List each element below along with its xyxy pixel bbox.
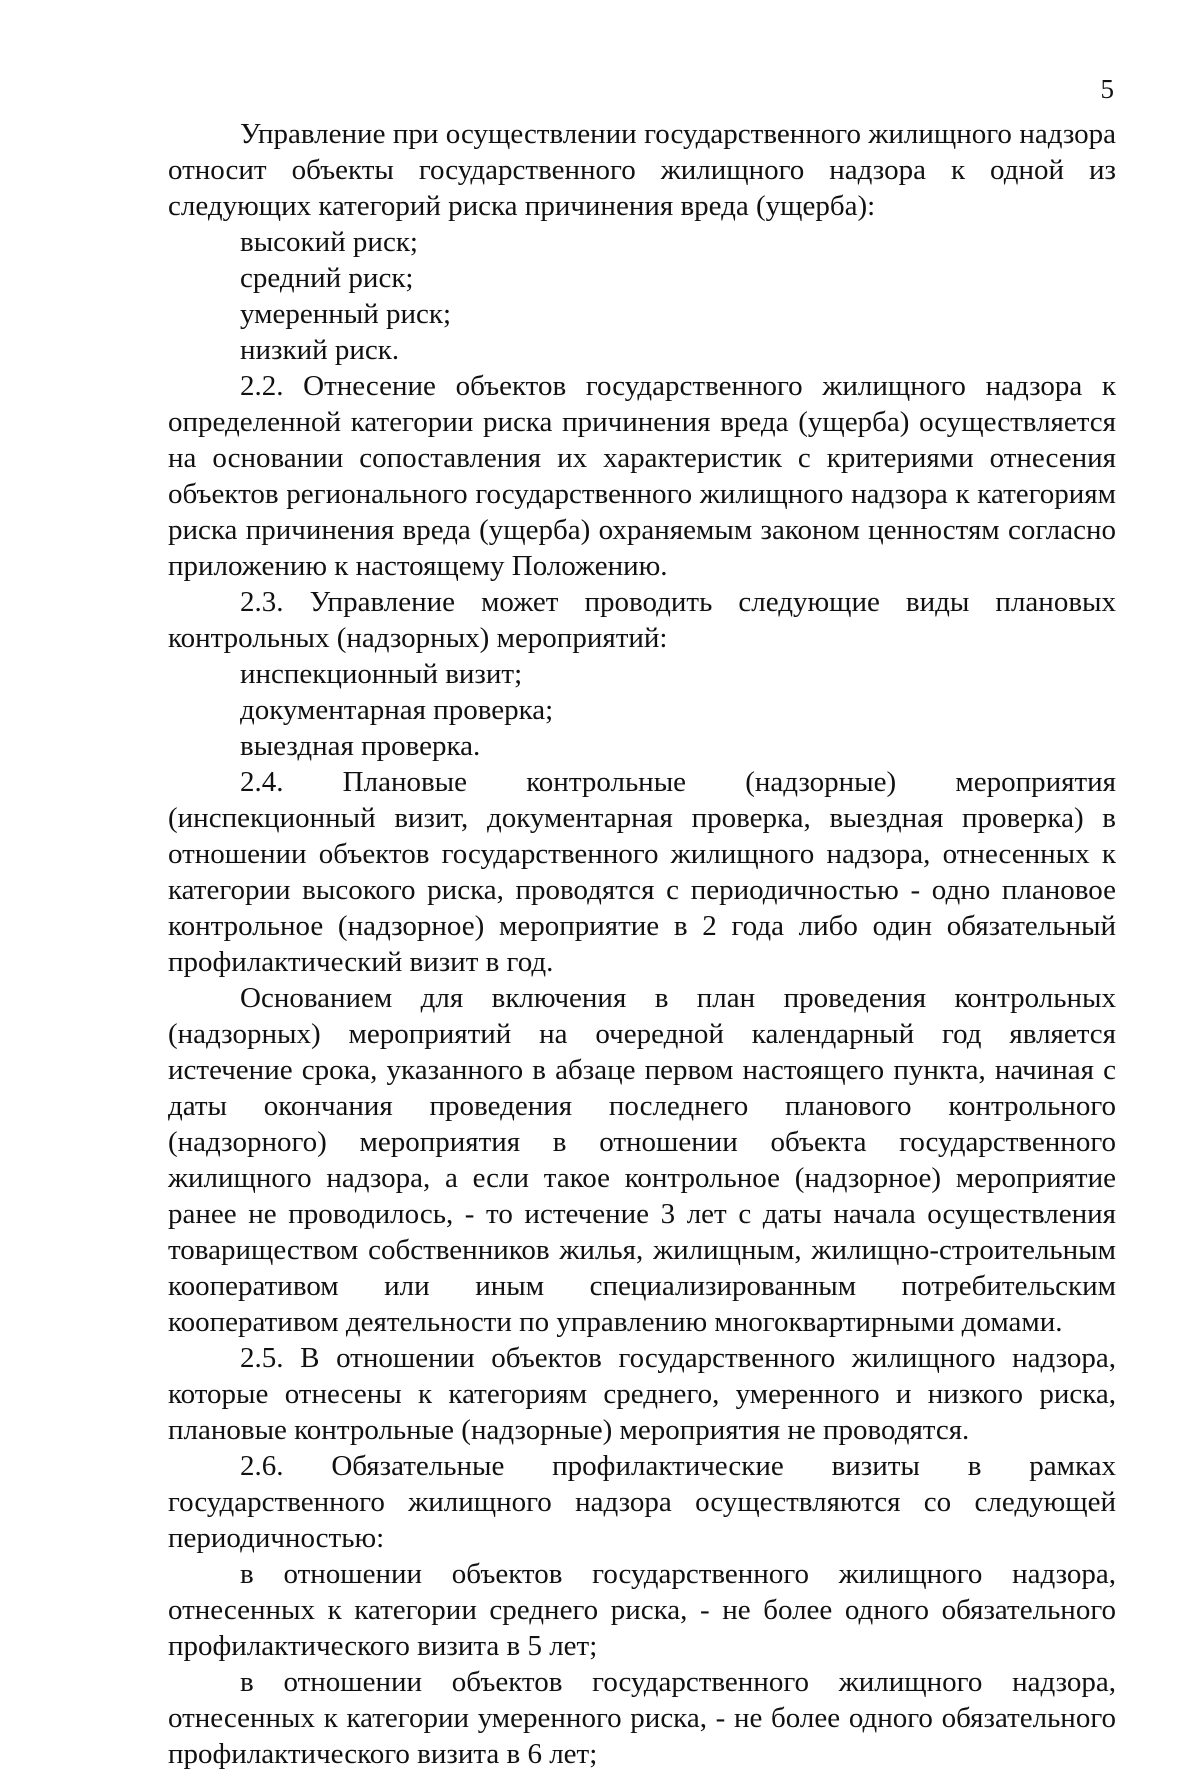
page-number: 5 — [1100, 74, 1114, 104]
paragraph-2-3: 2.3. Управление может проводить следующие виды плановых контрольных (надзорных) мероприятий: — [168, 586, 1116, 654]
list-item-inspection-visit: инспекционный визит; — [240, 658, 523, 690]
paragraph-2-6: 2.6. Обязательные профилактические визиты в рамках государственного жилищного надзора осуществляются со следующей периодичностью: — [168, 1450, 1116, 1554]
list-item-high-risk: высокий риск; — [240, 226, 418, 258]
list-item-field-check: выездная проверка. — [240, 730, 481, 762]
paragraph-2-5: 2.5. В отношении объектов государственного жилищного надзора, которые отнесены к категориям среднего, умеренного и низкого риска, плановые контрольные (надзорные) мероприятия не проводятся. — [168, 1342, 1116, 1446]
list-item-medium-risk: средний риск; — [240, 262, 414, 294]
paragraph-2-4-basis: Основанием для включения в план проведения контрольных (надзорных) мероприятий на очередной календарный год является истечение срока, указанного в абзаце первом настоящего пункта, начиная с даты окончания проведения последнего планового контрольного (надзорного) мероприятия в отношении объекта государственного жилищного надзора, а если такое контрольное (надзорное) мероприятие ранее не проводилось, - то истечение 3 лет с даты начала осуществления товариществом собственников жилья, жилищным, жилищно-строительным кооперативом или иным специализированным потребительским кооперативом деятельности по управлению многоквартирными домами. — [168, 982, 1116, 1338]
paragraph-2-4: 2.4. Плановые контрольные (надзорные) мероприятия (инспекционный визит, документарная проверка, выездная проверка) в отношении объектов государственного жилищного надзора, отнесенных к категории высокого риска, проводятся с периодичностью - одно плановое контрольное (надзорное) мероприятие в 2 года либо один обязательный профилактический визит в год. — [168, 766, 1116, 978]
paragraph-2-6-medium-risk: в отношении объектов государственного жилищного надзора, отнесенных к категории среднего риска, - не более одного обязательного профилактического визита в 5 лет; — [168, 1558, 1116, 1662]
list-item-documentary-check: документарная проверка; — [240, 694, 554, 726]
paragraph-risk-categories-intro: Управление при осуществлении государственного жилищного надзора относит объекты государственного жилищного надзора к одной из следующих категорий риска причинения вреда (ущерба): — [168, 118, 1116, 222]
paragraph-2-6-moderate-risk: в отношении объектов государственного жилищного надзора, отнесенных к категории умеренного риска, - не более одного обязательного профилактического визита в 6 лет; — [168, 1666, 1116, 1770]
list-item-moderate-risk: умеренный риск; — [240, 298, 452, 330]
document-body — [168, 116, 1116, 1772]
list-item-low-risk: низкий риск. — [240, 334, 400, 366]
paragraph-2-2: 2.2. Отнесение объектов государственного жилищного надзора к определенной категории риска причинения вреда (ущерба) осуществляется на основании сопоставления их характеристик с критериями отнесения объектов регионального государственного жилищного надзора к категориям риска причинения вреда (ущерба) охраняемым законом ценностям согласно приложению к настоящему Положению. — [168, 370, 1116, 582]
